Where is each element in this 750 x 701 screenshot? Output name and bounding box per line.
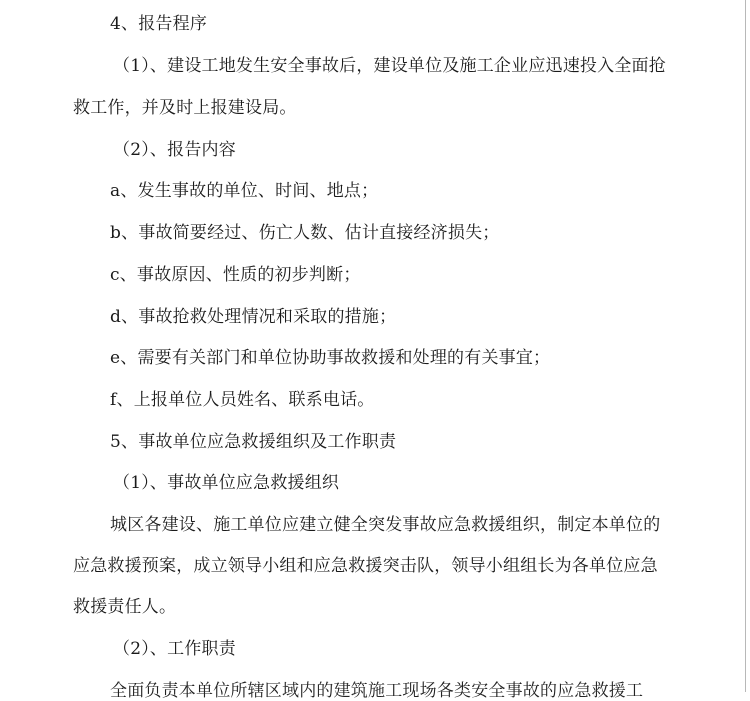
paragraph-line: 城区各建设、施工单位应建立健全突发事故应急救援组织，制定本单位的 xyxy=(110,515,661,535)
section-heading-report-procedure: 4、报告程序 xyxy=(110,14,208,34)
paragraph-line-cutoff: 全面负责本单位所辖区域内的建筑施工现场各类安全事故的应急救援工 xyxy=(110,681,644,701)
list-item: c、事故原因、性质的初步判断； xyxy=(110,265,361,285)
subheading-rescue-organization: （1）、事故单位应急救援组织 xyxy=(113,473,340,493)
subheading-report-content: （2）、报告内容 xyxy=(113,140,236,160)
list-item: f、上报单位人员姓名、联系电话。 xyxy=(110,390,375,410)
section-heading-rescue-organization: 5、事故单位应急救援组织及工作职责 xyxy=(110,432,397,452)
list-item: b、事故简要经过、伤亡人数、估计直接经济损失； xyxy=(110,223,500,243)
list-item: e、需要有关部门和单位协助事故救援和处理的有关事宜； xyxy=(110,348,551,368)
paragraph-line: 救工作，并及时上报建设局。 xyxy=(73,98,297,118)
subheading-job-duties: （2）、工作职责 xyxy=(113,639,236,659)
list-item: d、事故抢救处理情况和采取的措施； xyxy=(110,307,397,327)
page-right-edge xyxy=(745,0,746,692)
paragraph-line: 应急救援预案，成立领导小组和应急救援突击队，领导小组组长为各单位应急 xyxy=(73,556,658,576)
paragraph-line: （1）、建设工地发生安全事故后，建设单位及施工企业应迅速投入全面抢 xyxy=(113,56,666,76)
list-item: a、发生事故的单位、时间、地点； xyxy=(110,181,379,201)
paragraph-line: 救援责任人。 xyxy=(73,597,177,617)
